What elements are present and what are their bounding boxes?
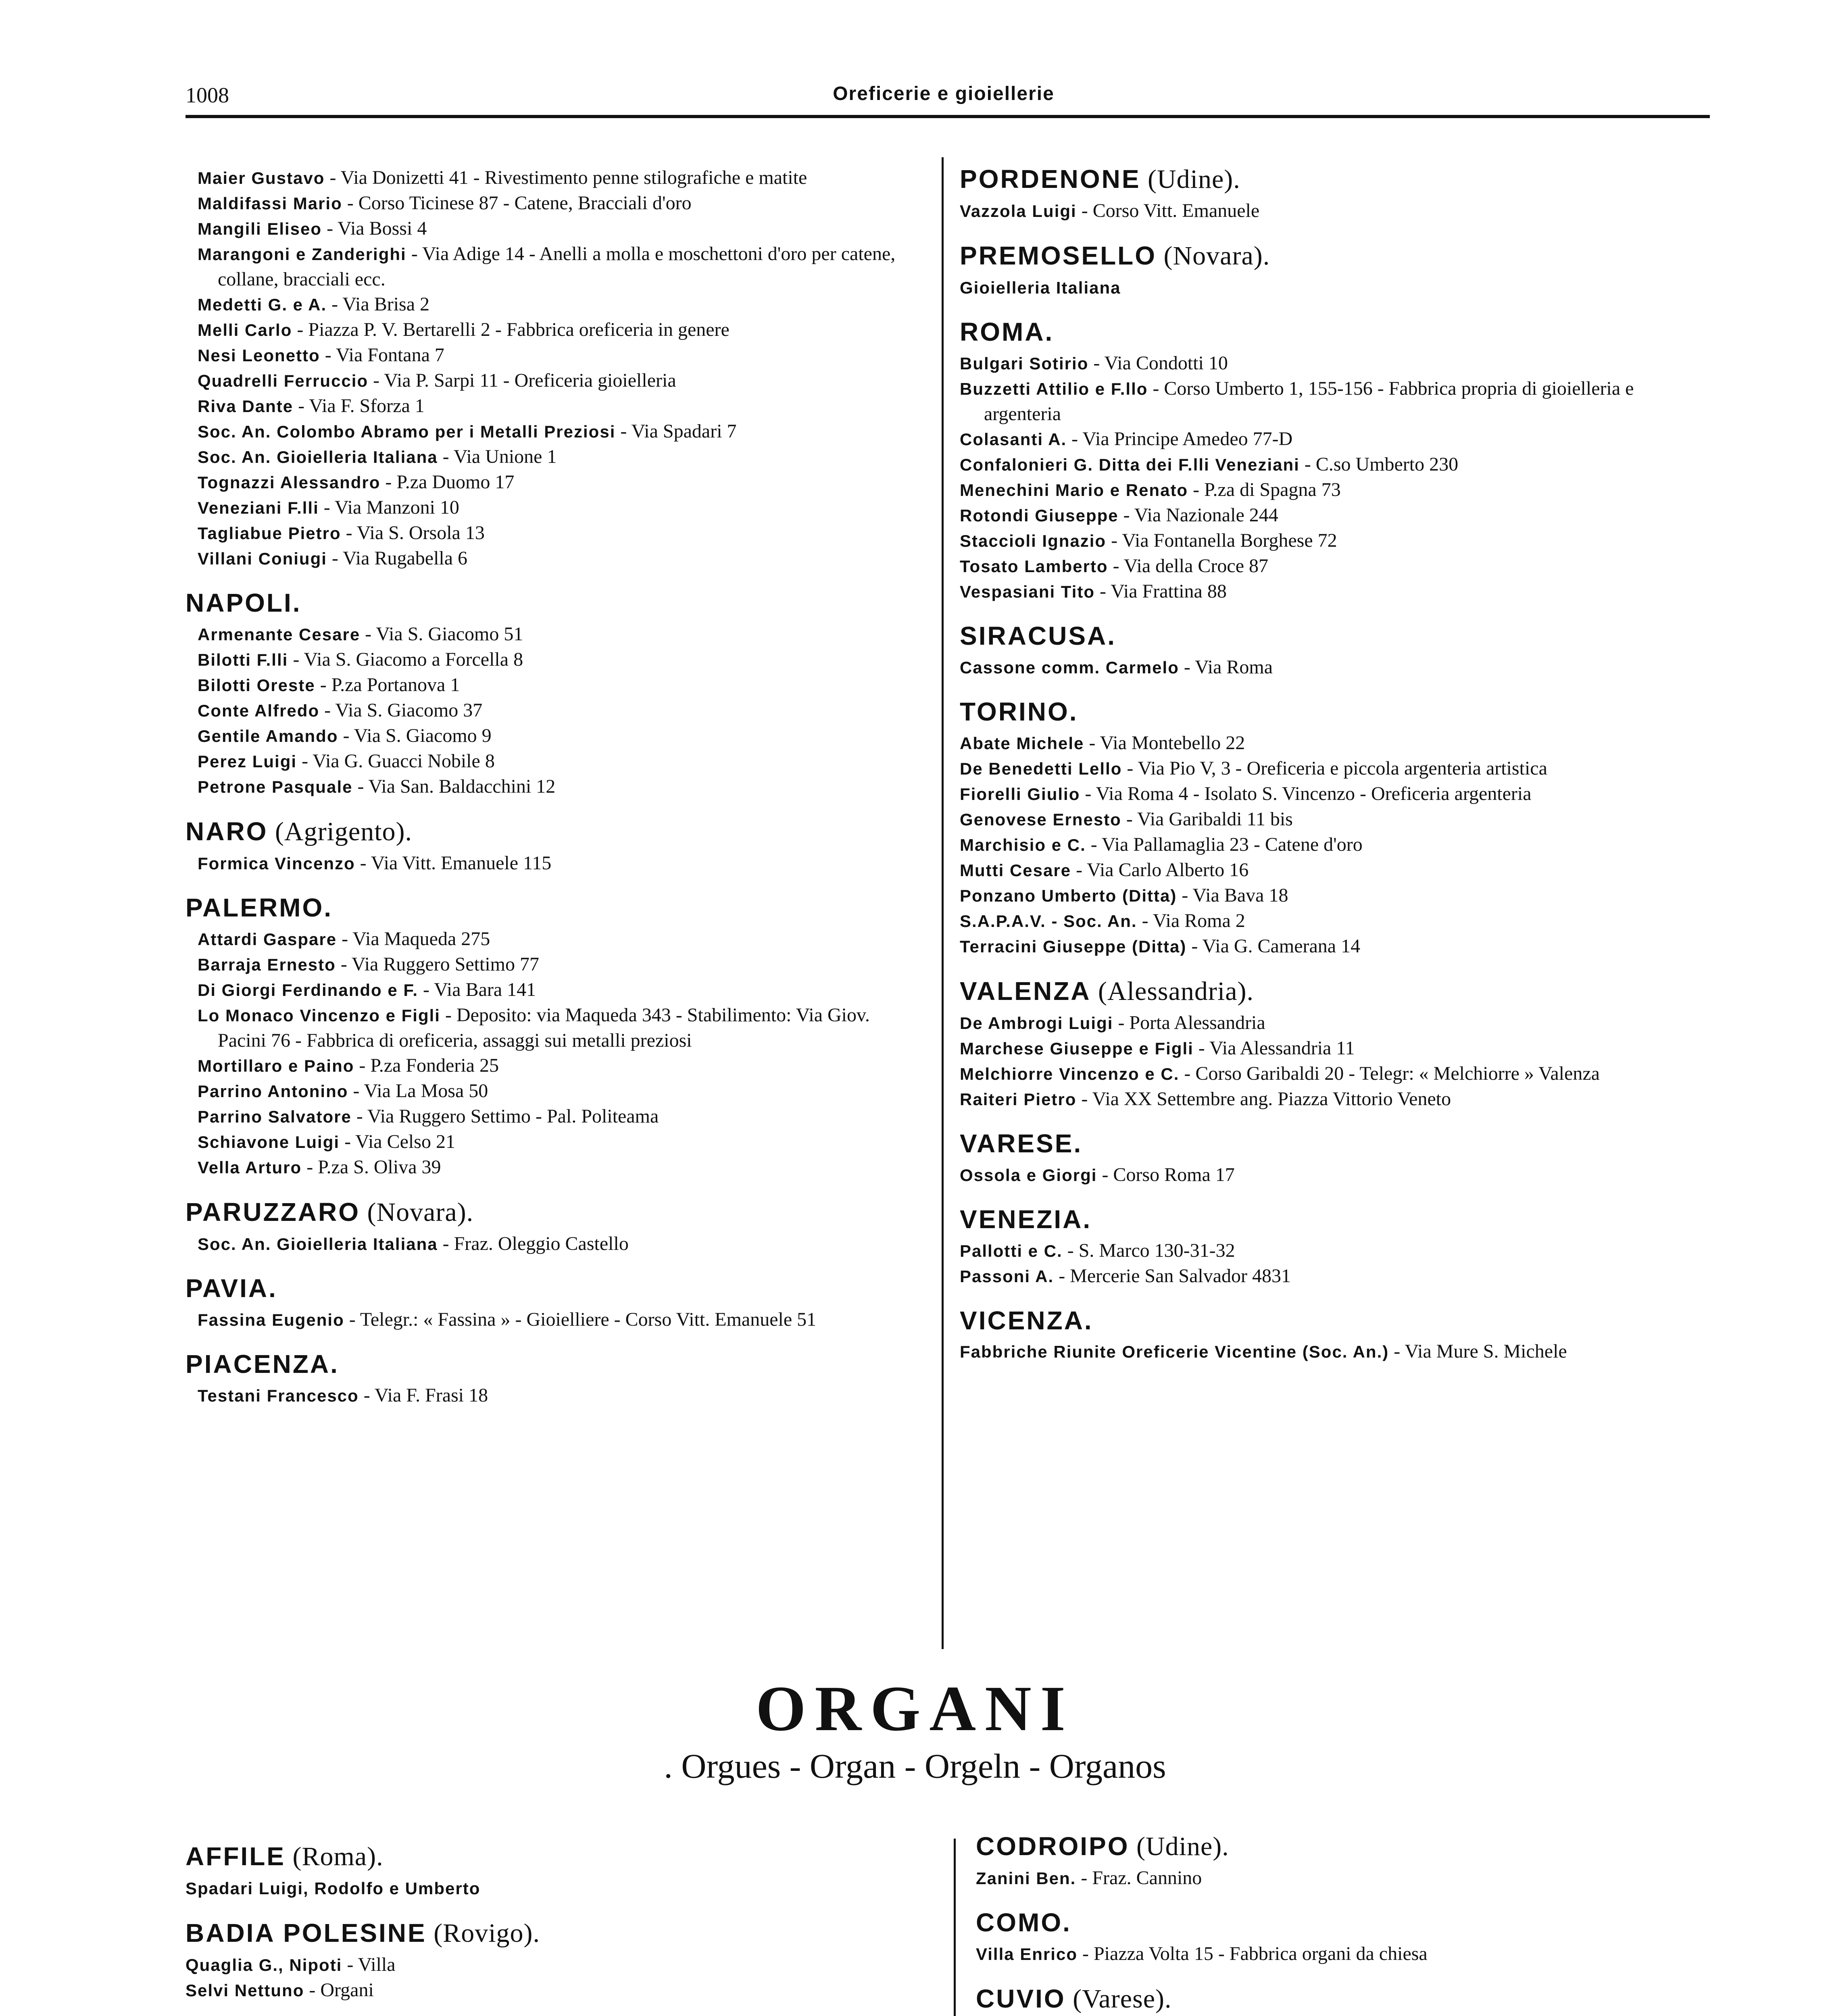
column-2 <box>960 163 1710 1364</box>
city-name: NAPOLI. <box>186 588 302 617</box>
city-name: TORINO. <box>960 697 1078 726</box>
province: (Udine). <box>1140 165 1240 194</box>
firm-address: - Via La Mosa 50 <box>348 1080 488 1102</box>
city-name: PAVIA. <box>186 1273 277 1303</box>
column-4 <box>976 1831 1718 2016</box>
firm-name: De Ambrogi Luigi <box>960 1013 1113 1033</box>
firm-name: Passoni A. <box>960 1266 1054 1286</box>
city-heading <box>186 1273 915 1304</box>
listing-entry <box>198 774 915 800</box>
listing-entry <box>198 673 915 698</box>
listing-entry <box>960 1264 1710 1289</box>
section-title: ORGANI <box>756 1672 1074 1744</box>
column-divider-top <box>942 157 944 1649</box>
city-name: PALERMO. <box>186 893 333 922</box>
listing-entry <box>198 647 915 673</box>
province: (Roma). <box>285 1842 384 1871</box>
firm-name: Formica Vincenzo <box>198 854 355 873</box>
firm-address: - P.za Fonderia 25 <box>354 1054 499 1076</box>
firm-address: - Telegr.: « Fassina » - Gioielliere - Corso Vitt. Emanuele 51 <box>344 1308 817 1330</box>
firm-address: - Piazza P. V. Bertarelli 2 - Fabbrica oreficeria in genere <box>292 319 729 340</box>
firm-name: Villa Enrico <box>976 1944 1078 1964</box>
firm-name: Perez Luigi <box>198 752 297 771</box>
listing-entry <box>960 858 1710 883</box>
city-heading <box>186 1349 915 1380</box>
page-header <box>186 79 1702 111</box>
firm-name: Vespasiani Tito <box>960 582 1095 602</box>
city-heading <box>960 975 1710 1007</box>
firm-name: Conte Alfredo <box>198 701 320 720</box>
city-heading <box>960 1305 1710 1336</box>
firm-address: - Via Principe Amedeo 77-D <box>1067 428 1293 450</box>
firm-address: - Via Manzoni 10 <box>319 497 459 518</box>
listing-entry <box>960 477 1710 503</box>
firm-name: Schiavone Luigi <box>198 1132 340 1152</box>
firm-address: - Via Montebello 22 <box>1084 732 1245 754</box>
listing-entry <box>960 198 1710 224</box>
firm-address: - Via della Croce 87 <box>1108 555 1269 577</box>
city-heading <box>960 163 1710 195</box>
firm-address: - Via Ruggero Settimo - Pal. Politeama <box>351 1105 659 1127</box>
firm-address: - Organi <box>304 1979 374 2001</box>
firm-name: Maier Gustavo <box>198 169 325 187</box>
city-name: CUVIO <box>976 1984 1066 2013</box>
city-name: PIACENZA. <box>186 1349 339 1379</box>
firm-name: Fabbriche Riunite Oreficerie Vicentine (Soc. An.) <box>960 1342 1389 1362</box>
city-heading <box>186 587 915 619</box>
firm-address: - P.za S. Oliva 39 <box>302 1156 441 1178</box>
firm-name: Barraja Ernesto <box>198 955 336 974</box>
city-heading <box>976 1907 1718 1938</box>
firm-address: - Via Vitt. Emanuele 115 <box>355 852 552 874</box>
listing-entry <box>198 749 915 774</box>
listing-entry <box>976 1866 1718 1891</box>
listing-entry <box>198 191 915 216</box>
firm-address: - Via Unione 1 <box>438 446 557 467</box>
city-name: CODROIPO <box>976 1832 1130 1861</box>
firm-name: Staccioli Ignazio <box>960 531 1107 551</box>
listing-entry <box>198 292 915 317</box>
firm-address: - Via Roma <box>1179 656 1273 678</box>
listing-entry <box>186 1952 944 1978</box>
firm-name: Marchese Giuseppe e Figli <box>960 1039 1194 1058</box>
firm-name: Confalonieri G. Ditta dei F.lli Veneziani <box>960 455 1300 475</box>
province: (Novara). <box>1157 241 1270 271</box>
listing-entry <box>198 977 915 1003</box>
firm-address: - Via San. Baldacchini 12 <box>352 775 556 797</box>
listing-entry <box>198 952 915 977</box>
firm-name: Ponzano Umberto (Ditta) <box>960 886 1177 905</box>
firm-address: - Via Carlo Alberto 16 <box>1071 859 1249 881</box>
listing-entry <box>198 1104 915 1129</box>
firm-address: - Via S. Giacomo 37 <box>319 699 483 721</box>
firm-address: - Via Donizetti 41 - Rivestimento penne stilografiche e matite <box>325 167 807 188</box>
listing-entry <box>198 1307 915 1333</box>
firm-name: Melli Carlo <box>198 321 292 339</box>
firm-name: Medetti G. e A. <box>198 295 327 314</box>
firm-name: Cassone comm. Carmelo <box>960 658 1179 677</box>
listing-entry <box>198 698 915 723</box>
firm-address: - Via P. Sarpi 11 - Oreficeria gioielleria <box>368 370 676 391</box>
listing-entry <box>960 807 1710 832</box>
listing-entry <box>960 1339 1710 1364</box>
firm-name: Mortillaro e Paino <box>198 1056 354 1075</box>
firm-name: S.A.P.A.V. - Soc. An. <box>960 911 1137 931</box>
city-name: COMO. <box>976 1908 1071 1937</box>
listing-entry <box>198 1155 915 1180</box>
listing-entry <box>960 1010 1710 1036</box>
firm-name: Fassina Eugenio <box>198 1310 344 1329</box>
firm-address: - Piazza Volta 15 - Fabbrica organi da chiesa <box>1078 1943 1428 1964</box>
firm-address: - Corso Umberto 1, 155-156 - Fabbrica propria di gioielleria e argenteria <box>984 378 1634 425</box>
listing-entry <box>960 908 1710 934</box>
firm-address: - Corso Garibaldi 20 - Telegr: « Melchiorre » Valenza <box>1179 1062 1600 1084</box>
firm-address: - Villa <box>342 1954 396 1976</box>
firm-name: Testani Francesco <box>198 1386 359 1405</box>
firm-address: - Via Maqueda 275 <box>337 928 490 950</box>
firm-address: - Via Spadari 7 <box>615 421 737 442</box>
column-1 <box>186 165 915 1408</box>
listing-entry <box>960 1036 1710 1061</box>
firm-address: - P.za Portanova 1 <box>315 674 460 696</box>
firm-address: - Corso Ticinese 87 - Catene, Bracciali d'oro <box>342 192 692 214</box>
province: (Varese). <box>1065 1984 1172 2014</box>
firm-address: - Via S. Giacomo a Forcella 8 <box>288 648 523 670</box>
firm-address: - Via Pio V, 3 - Oreficeria e piccola argenteria artistica <box>1122 757 1547 779</box>
listing-entry <box>198 1129 915 1155</box>
city-name: PREMOSELLO <box>960 241 1157 271</box>
firm-address: - Via Alessandria 11 <box>1193 1037 1355 1059</box>
firm-name: Pallotti e C. <box>960 1241 1063 1260</box>
firm-address: - Deposito: via Maqueda 343 - Stabilimento: Via Giov. Pacini 76 - Fabbrica di oreficeria, assaggi sui metalli preziosi <box>218 1004 870 1051</box>
city-heading <box>186 1196 915 1228</box>
firm-address: - Via Adige 14 - Anelli a molla e moschettoni d'oro per catene, collane, bracciali ecc. <box>218 243 896 290</box>
firm-address: - Via Fontanella Borghese 72 <box>1106 530 1337 552</box>
city-heading <box>976 1831 1718 1862</box>
province: (Agrigento). <box>268 816 413 846</box>
page-number: 1008 <box>186 83 229 107</box>
listing-entry <box>198 368 915 394</box>
firm-name: Petrone Pasquale <box>198 777 353 796</box>
city-name: AFFILE <box>186 1842 286 1871</box>
listing-entry <box>198 723 915 749</box>
listing-entry <box>960 452 1710 477</box>
firm-name: Maldifassi Mario <box>198 194 342 213</box>
province: (Rovigo). <box>426 1918 540 1948</box>
listing-entry <box>960 731 1710 756</box>
listing-entry <box>198 216 915 242</box>
firm-address: - Via G. Camerana 14 <box>1186 935 1361 957</box>
listing-entry <box>960 934 1710 959</box>
listing-entry <box>960 655 1710 680</box>
listing-entry <box>198 927 915 952</box>
listing-entry <box>198 851 915 876</box>
firm-address: - Via Bava 18 <box>1177 884 1288 906</box>
city-name: VENEZIA. <box>960 1204 1092 1234</box>
firm-address: - Via Bossi 4 <box>322 218 427 239</box>
listing-entry <box>186 1978 944 2003</box>
firm-name: Attardi Gaspare <box>198 929 337 949</box>
listing-entry <box>960 427 1710 452</box>
city-name: PARUZZARO <box>186 1197 360 1227</box>
city-name: VALENZA <box>960 976 1091 1006</box>
firm-name: Menechini Mario e Renato <box>960 481 1188 500</box>
city-name: SIRACUSA. <box>960 621 1117 651</box>
firm-name: Bilotti Oreste <box>198 675 315 695</box>
listing-entry <box>960 503 1710 528</box>
firm-address: - Mercerie San Salvador 4831 <box>1054 1265 1291 1287</box>
firm-name: Bilotti F.lli <box>198 650 288 669</box>
listing-entry <box>198 622 915 647</box>
firm-address: - Via Condotti 10 <box>1088 352 1228 374</box>
firm-name: Vella Arturo <box>198 1158 302 1177</box>
city-name: BADIA POLESINE <box>186 1918 427 1948</box>
firm-name: Tosato Lamberto <box>960 557 1108 576</box>
firm-name: Villani Coniugi <box>198 549 327 568</box>
firm-name: Buzzetti Attilio e F.llo <box>960 379 1148 399</box>
firm-address: - Via S. Orsola 13 <box>341 522 485 544</box>
firm-address: - Corso Roma 17 <box>1097 1164 1235 1185</box>
firm-name: Tagliabue Pietro <box>198 524 341 543</box>
firm-name: Gioielleria Italiana <box>960 278 1121 298</box>
firm-address: - Fraz. Oleggio Castello <box>438 1233 629 1254</box>
firm-name: Vazzola Luigi <box>960 202 1077 221</box>
listing-entry <box>960 781 1710 807</box>
listing-entry <box>186 1876 944 1901</box>
firm-name: Colasanti A. <box>960 430 1067 449</box>
firm-name: Rotondi Giuseppe <box>960 506 1119 525</box>
column-3 <box>186 1841 944 2016</box>
city-heading <box>186 892 915 923</box>
firm-address: - Via Fontana 7 <box>320 344 444 366</box>
city-heading <box>186 1841 944 1872</box>
listing-entry <box>198 1053 915 1079</box>
section-subtitle: . Orgues - Organ - Orgeln - Organos <box>664 1747 1166 1785</box>
firm-name: De Benedetti Lello <box>960 759 1122 778</box>
firm-address: - Via Nazionale 244 <box>1118 504 1278 526</box>
firm-address: - Via F. Sforza 1 <box>293 395 425 417</box>
listing-entry <box>960 883 1710 908</box>
firm-address: - S. Marco 130-31-32 <box>1062 1239 1235 1261</box>
listing-entry <box>960 351 1710 376</box>
listing-entry <box>960 275 1710 300</box>
firm-address: - Via Mure S. Michele <box>1389 1341 1567 1362</box>
firm-name: Lo Monaco Vincenzo e Figli <box>198 1006 440 1025</box>
firm-name: Ossola e Giorgi <box>960 1165 1097 1185</box>
firm-address: - Corso Vitt. Emanuele <box>1076 200 1260 222</box>
firm-name: Soc. An. Gioielleria Italiana <box>198 448 438 467</box>
firm-address: - Via S. Giacomo 9 <box>338 725 492 746</box>
firm-name: Zanini Ben. <box>976 1869 1076 1888</box>
firm-name: Abate Michele <box>960 733 1084 753</box>
firm-address: - Via Rugabella 6 <box>327 548 468 569</box>
firm-address: - Porta Alessandria <box>1113 1012 1265 1033</box>
listing-entry <box>198 546 915 571</box>
city-heading <box>960 240 1710 272</box>
listing-entry <box>198 419 915 444</box>
firm-name: Riva Dante <box>198 397 294 416</box>
listing-entry <box>960 1162 1710 1188</box>
firm-address: - Via Bara 141 <box>418 979 536 1000</box>
city-heading <box>960 696 1710 727</box>
city-name: VARESE. <box>960 1129 1083 1158</box>
firm-address: - Via Pallamaglia 23 - Catene d'oro <box>1086 833 1363 855</box>
firm-name: Parrino Antonino <box>198 1081 348 1101</box>
listing-entry <box>198 242 915 292</box>
firm-name: Marchisio e C. <box>960 835 1086 854</box>
firm-name: Nesi Leonetto <box>198 346 320 365</box>
listing-entry <box>198 165 915 191</box>
firm-name: Gentile Amando <box>198 726 338 746</box>
firm-name: Di Giorgi Ferdinando e F. <box>198 980 419 1000</box>
listing-entry <box>960 756 1710 781</box>
listing-entry <box>198 1079 915 1104</box>
firm-name: Spadari Luigi, Rodolfo e Umberto <box>186 1879 481 1898</box>
listing-entry <box>960 1087 1710 1112</box>
listing-entry <box>198 317 915 343</box>
firm-address: - P.za di Spagna 73 <box>1188 479 1341 501</box>
city-name: ROMA. <box>960 317 1054 347</box>
firm-address: - Via Celso 21 <box>340 1131 455 1152</box>
firm-address: - P.za Duomo 17 <box>380 471 515 493</box>
listing-entry <box>198 495 915 521</box>
firm-name: Melchiorre Vincenzo e C. <box>960 1064 1180 1083</box>
city-heading <box>960 1128 1710 1159</box>
province: (Novara). <box>360 1197 474 1227</box>
listing-entry <box>960 376 1710 427</box>
firm-name: Mangili Eliseo <box>198 219 322 238</box>
firm-name: Marangoni e Zanderighi <box>198 245 406 264</box>
running-title: Oreficerie e gioiellerie <box>833 83 1055 104</box>
listing-entry <box>198 470 915 495</box>
firm-name: Quaglia G., Nipoti <box>186 1956 342 1975</box>
firm-address: - Via G. Guacci Nobile 8 <box>297 750 495 772</box>
listing-entry <box>198 1003 915 1053</box>
firm-address: - Via Brisa 2 <box>327 294 430 315</box>
listing-entry <box>198 521 915 546</box>
firm-name: Selvi Nettuno <box>186 1981 304 2000</box>
firm-address: - Via S. Giacomo 51 <box>360 623 523 645</box>
firm-name: Parrino Salvatore <box>198 1107 352 1126</box>
city-name: NARO <box>186 816 268 846</box>
city-name: VICENZA. <box>960 1306 1093 1335</box>
city-heading <box>976 1983 1718 2015</box>
listing-entry <box>198 1231 915 1257</box>
firm-name: Mutti Cesare <box>960 860 1071 880</box>
city-name: PORDENONE <box>960 165 1141 194</box>
firm-address: - Via XX Settembre ang. Piazza Vittorio Veneto <box>1076 1088 1451 1110</box>
city-heading <box>960 317 1710 348</box>
listing-entry <box>960 528 1710 554</box>
firm-address: - Via Frattina 88 <box>1095 581 1227 602</box>
city-heading <box>960 621 1710 652</box>
province: (Alessandria). <box>1091 976 1254 1006</box>
firm-name: Armenante Cesare <box>198 625 361 644</box>
firm-name: Veneziani F.lli <box>198 498 319 517</box>
firm-name: Quadrelli Ferruccio <box>198 371 369 390</box>
firm-name: Soc. An. Colombo Abramo per i Metalli Preziosi <box>198 422 616 441</box>
city-heading <box>960 1204 1710 1235</box>
firm-name: Tognazzi Alessandro <box>198 473 381 492</box>
column-divider-bottom <box>954 1839 956 2016</box>
firm-name: Raiteri Pietro <box>960 1089 1077 1109</box>
listing-entry <box>960 1061 1710 1087</box>
firm-address: - Via Garibaldi 11 bis <box>1121 808 1293 830</box>
firm-address: - C.so Umberto 230 <box>1299 454 1459 475</box>
firm-address: - Via Roma 4 - Isolato S. Vincenzo - Oreficeria argenteria <box>1080 783 1532 804</box>
city-heading <box>186 816 915 848</box>
listing-entry <box>960 832 1710 858</box>
firm-name: Terracini Giuseppe (Ditta) <box>960 937 1187 956</box>
listing-entry <box>960 1238 1710 1264</box>
listing-entry <box>976 1941 1718 1967</box>
listing-entry <box>960 554 1710 579</box>
firm-name: Bulgari Sotirio <box>960 354 1089 373</box>
province: (Udine). <box>1129 1832 1229 1861</box>
listing-entry <box>198 343 915 368</box>
firm-address: - Via Roma 2 <box>1137 910 1245 931</box>
firm-name: Genovese Ernesto <box>960 810 1121 829</box>
firm-name: Soc. An. Gioielleria Italiana <box>198 1234 438 1254</box>
listing-entry <box>960 579 1710 604</box>
listing-entry <box>198 394 915 419</box>
firm-address: - Via F. Frasi 18 <box>358 1384 488 1406</box>
city-heading <box>186 1917 944 1949</box>
header-rule <box>186 115 1710 118</box>
firm-address: - Fraz. Cannino <box>1076 1867 1202 1889</box>
listing-entry <box>198 1383 915 1408</box>
firm-address: - Via Ruggero Settimo 77 <box>336 953 539 975</box>
listing-entry <box>198 444 915 470</box>
firm-name: Fiorelli Giulio <box>960 784 1080 804</box>
